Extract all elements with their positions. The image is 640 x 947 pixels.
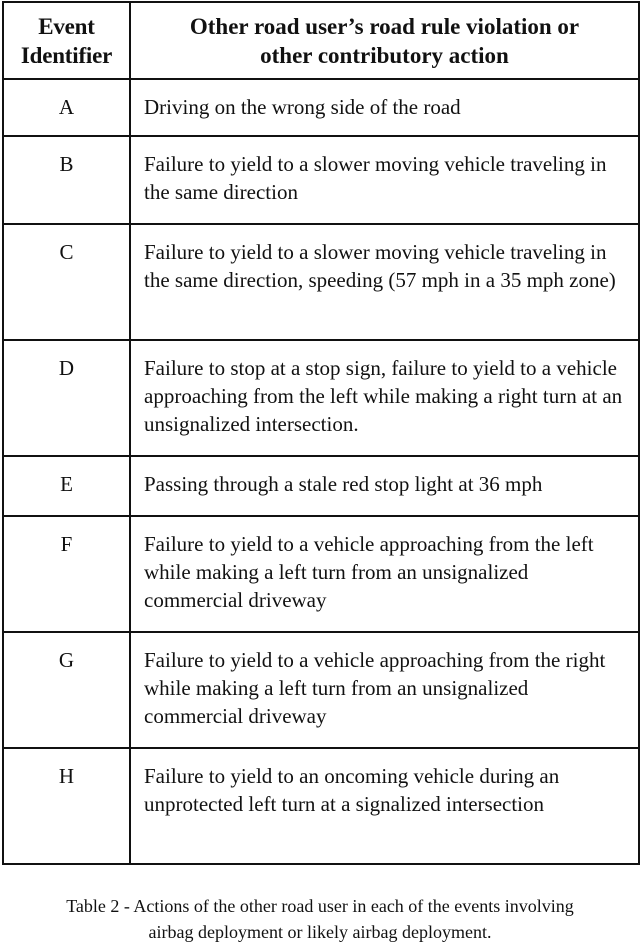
caption-line1: Table 2 - Actions of the other road user in each of the events involving xyxy=(66,896,574,916)
event-description-cell: Failure to yield to a vehicle approaching from the left while making a left turn from an unsignalized commercial driveway xyxy=(130,516,639,632)
table-row xyxy=(3,224,639,340)
table-row xyxy=(3,516,639,632)
event-description-cell: Failure to yield to a slower moving vehicle traveling in the same direction, speeding (57 mph in a 35 mph zone) xyxy=(130,224,639,340)
event-description-cell: Failure to yield to an oncoming vehicle during an unprotected left turn at a signalized intersection xyxy=(130,748,639,864)
column-header-event-identifier xyxy=(3,2,130,79)
header-desc-line2: other contributory action xyxy=(260,43,509,68)
header-id-line2: Identifier xyxy=(20,43,113,68)
event-id-cell: H xyxy=(3,748,130,864)
event-description-cell: Driving on the wrong side of the road xyxy=(130,79,639,136)
table-row xyxy=(3,748,639,864)
event-description-cell: Failure to yield to a slower moving vehicle traveling in the same direction xyxy=(130,136,639,224)
caption-line2: airbag deployment or likely airbag deployment. xyxy=(148,922,492,942)
violations-table xyxy=(2,1,640,865)
event-id-cell: E xyxy=(3,456,130,516)
table-row xyxy=(3,456,639,516)
event-id-cell: F xyxy=(3,516,130,632)
event-description-cell: Passing through a stale red stop light at 36 mph xyxy=(130,456,639,516)
header-desc-line1: Other road user’s road rule violation or xyxy=(189,14,580,39)
event-description-cell: Failure to stop at a stop sign, failure to yield to a vehicle approaching from the left while making a right turn at an unsignalized intersection. xyxy=(130,340,639,456)
header-id-line1: Event xyxy=(38,14,95,39)
event-id-cell: G xyxy=(3,632,130,748)
table-row xyxy=(3,136,639,224)
event-description-cell: Failure to yield to a vehicle approaching from the right while making a left turn from an unsignalized commercial driveway xyxy=(130,632,639,748)
table-caption xyxy=(0,893,640,945)
event-id-cell: C xyxy=(3,224,130,340)
event-id-cell: A xyxy=(3,79,130,136)
table-row xyxy=(3,632,639,748)
column-header-description xyxy=(130,2,639,79)
event-id-cell: D xyxy=(3,340,130,456)
event-id-cell: B xyxy=(3,136,130,224)
table-row xyxy=(3,79,639,136)
table-row xyxy=(3,340,639,456)
table-header-row xyxy=(3,2,639,79)
